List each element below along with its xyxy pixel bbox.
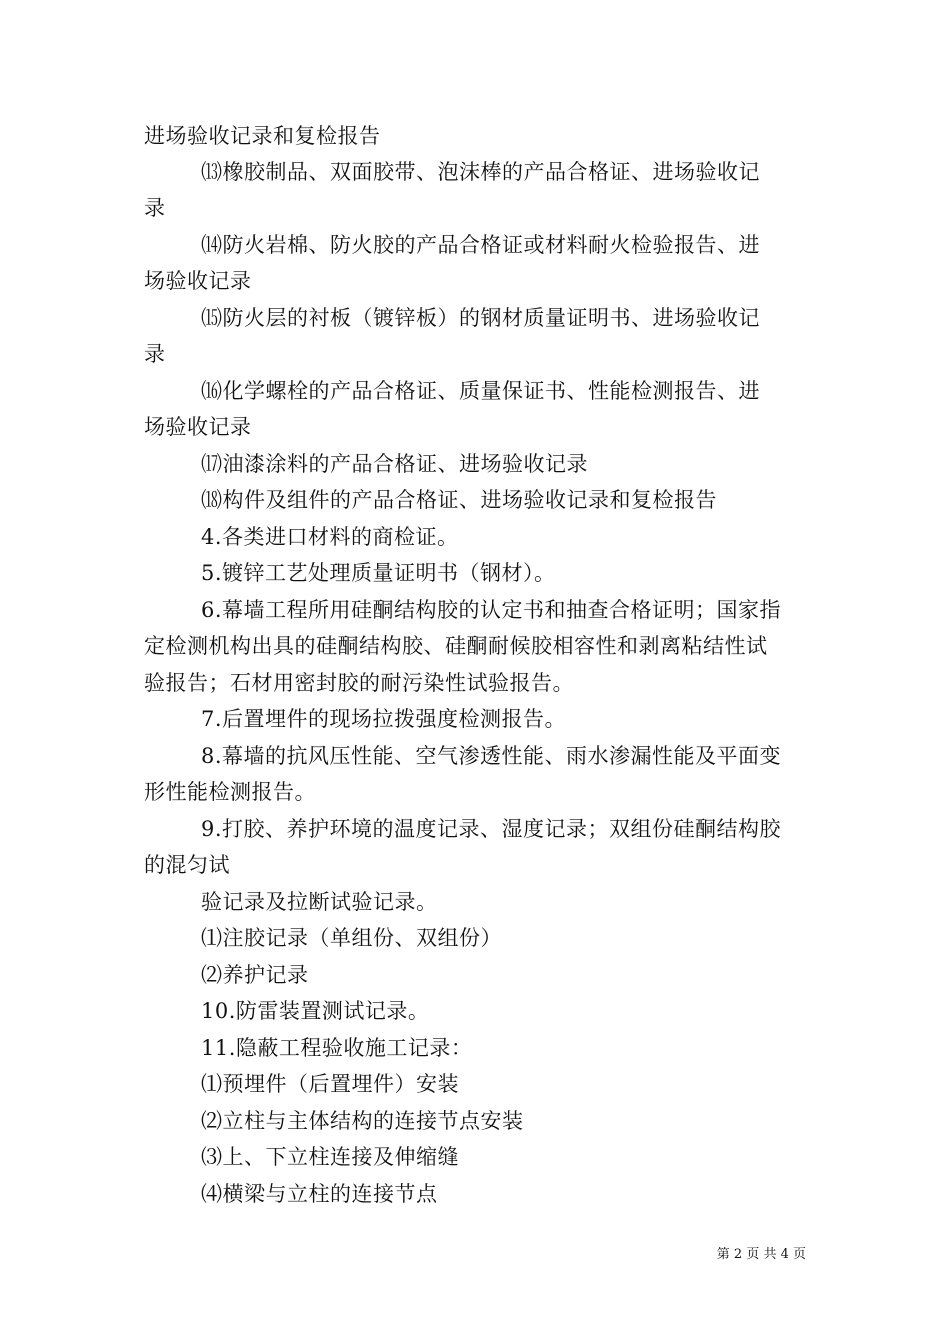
text-line: ⒀橡胶制品、双面胶带、泡沫棒的产品合格证、进场验收记 (201, 160, 760, 184)
text-line: 4.各类进口材料的商检证。 (201, 525, 459, 549)
text-line: ⑵养护记录 (201, 963, 309, 987)
text-line: ⑴注胶记录（单组份、双组份） (201, 926, 502, 950)
text-line: 定检测机构出具的硅酮结构胶、硅酮耐候胶相容性和剥离粘结性试 (144, 634, 768, 658)
text-line: 录 (144, 196, 166, 220)
text-line: ⒂防火层的衬板（镀锌板）的钢材质量证明书、进场验收记 (201, 306, 760, 330)
text-line: 场验收记录 (144, 415, 252, 439)
text-line: 场验收记录 (144, 269, 252, 293)
text-line: 的混匀试 (144, 853, 230, 877)
text-line: ⒁防火岩棉、防火胶的产品合格证或材料耐火检验报告、进 (201, 233, 760, 257)
text-line: 录 (144, 342, 166, 366)
text-line: 10.防雷装置测试记录。 (201, 999, 430, 1023)
text-line: ⑵立柱与主体结构的连接节点安装 (201, 1109, 524, 1133)
page-number: 第 2 页 共 4 页 (716, 1247, 806, 1262)
text-line: ⒅构件及组件的产品合格证、进场验收记录和复检报告 (201, 488, 717, 512)
text-line: 8.幕墙的抗风压性能、空气渗透性能、雨水渗漏性能及平面变 (201, 744, 782, 768)
text-line: 6.幕墙工程所用硅酮结构胶的认定书和抽查合格证明；国家指 (201, 598, 782, 622)
text-line: ⑴预埋件（后置埋件）安装 (201, 1072, 459, 1096)
text-line: ⑷横梁与立柱的连接节点 (201, 1182, 438, 1206)
text-line: 11.隐蔽工程验收施工记录： (201, 1036, 473, 1060)
text-line: 9.打胶、养护环境的温度记录、湿度记录；双组份硅酮结构胶 (201, 817, 782, 841)
text-line: 验报告；石材用密封胶的耐污染性试验报告。 (144, 671, 574, 695)
text-line: 形性能检测报告。 (144, 780, 316, 804)
text-line: ⒄油漆涂料的产品合格证、进场验收记录 (201, 452, 588, 476)
text-line: 验记录及拉断试验记录。 (201, 890, 438, 914)
text-line: 进场验收记录和复检报告 (144, 124, 381, 148)
text-line: ⑶上、下立柱连接及伸缩缝 (201, 1145, 459, 1169)
text-line: 7.后置埋件的现场拉拨强度检测报告。 (201, 707, 567, 731)
text-line: ⒃化学螺栓的产品合格证、质量保证书、性能检测报告、进 (201, 379, 760, 403)
text-line: 5.镀锌工艺处理质量证明书（钢材）。 (201, 561, 556, 585)
